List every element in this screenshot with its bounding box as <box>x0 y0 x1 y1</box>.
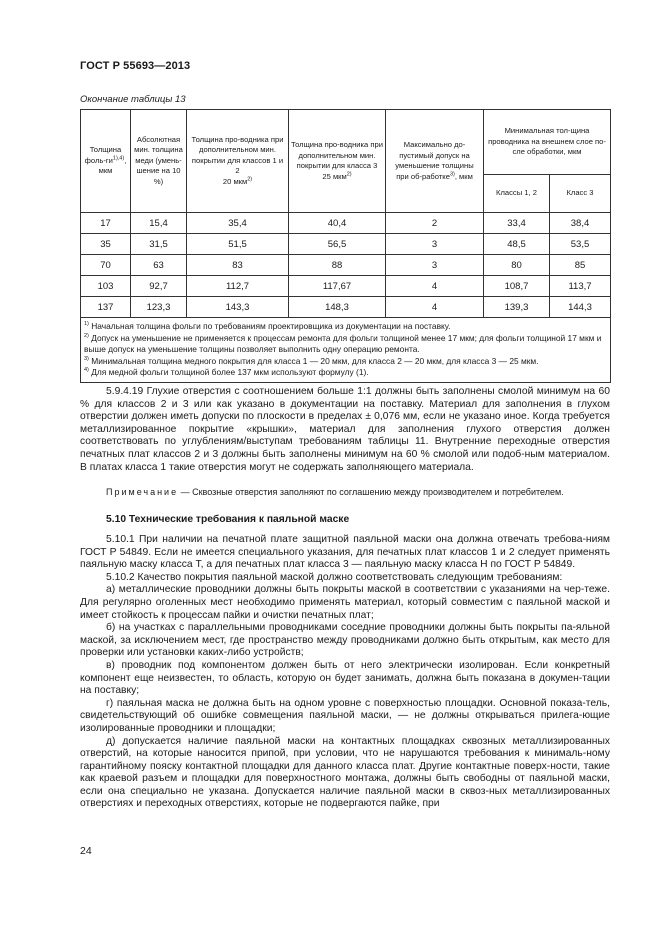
table-cell: 85 <box>550 255 611 276</box>
footnote-4-mark: 4) <box>84 367 89 374</box>
table-cell: 3 <box>386 234 484 255</box>
table-cell: 143,3 <box>187 297 289 318</box>
table-cell: 56,5 <box>289 234 386 255</box>
table-cell: 103 <box>81 276 131 297</box>
table-cell: 31,5 <box>131 234 187 255</box>
table-cell: 80 <box>484 255 550 276</box>
header-class3-value: 25 мкм <box>322 171 347 181</box>
list-item-v: в) проводник под компонентом должен быть от него электрически изолирован. Если конкретный компонент еще неизвестен, то область, которую он будет занимать, должна быть показана в докумен-тации на поставку; <box>80 659 610 697</box>
table-cell: 40,4 <box>289 213 386 234</box>
paragraph-5-10-1: 5.10.1 При наличии на печатной плате защитной паяльной маски она должна отвечать требова-ниям ГОСТ Р 54849. Если не имеется специального указания, для печатных плат классов 1 и 2 следует применять паяльную маску класса Т, а для печатных плат класса 3 — паяльную маску класса Н по ГОСТ Р 54849. <box>80 534 610 571</box>
table-cell: 2 <box>386 213 484 234</box>
table-cell: 38,4 <box>550 213 611 234</box>
list-item-a: а) металлические проводники должны быть покрыты маской в соответствии с указаниями на чер-теже. Для регулярно оголенных мест необходимо применять материал, который совместим с паяльной маской и имеет стойкость к процессам пайки и очистки печатных плат; <box>80 584 610 621</box>
header-class12-text: Толщина про-водника при дополнительном мин. покрытии для классов 1 и 2 <box>191 134 284 176</box>
header-foil-unit: , мкм <box>98 155 127 176</box>
table-cell: 35 <box>81 234 131 255</box>
header-max-tolerance <box>386 110 484 213</box>
header-foil-text: Толщина фоль-ги <box>84 145 122 165</box>
page-number: 24 <box>80 845 92 857</box>
table-row <box>81 234 611 255</box>
header-max-tol-footnote: 3) <box>449 170 455 177</box>
header-classes12: Классы 1, 2 <box>484 175 550 213</box>
table-cell: 88 <box>289 255 386 276</box>
table-cell: 53,5 <box>550 234 611 255</box>
table-footnotes-row <box>81 318 611 383</box>
table-cell: 123,3 <box>131 297 187 318</box>
table-cell: 83 <box>187 255 289 276</box>
list-item-d: д) допускается наличие паяльной маски на контактных площадках сквозных металлизированных отверстий, на которые наносится припой, при условии, что не нарушаются требования к минималь-ному гарантийному пояску контактной площадки для данного класса плат. Другие контактные поверх-ности, такие как краевой разъем и площадки для поверхностного монтажа, должны быть свободны от паяльной маски, если она специально не указана. Допускается наличие паяльной маски в сквоз-ных металлизированных отверстиях и переходных отверстиях, которые не подвергаются пайке, при <box>80 735 610 810</box>
header-class3-text: Толщина про-водника при дополнительном мин. покрытии для класса 3 <box>291 140 383 170</box>
table-row <box>81 297 611 318</box>
header-class12 <box>187 110 289 213</box>
footnote-2-mark: 2) <box>84 332 89 339</box>
header-class12-value: 20 мкм <box>222 176 248 186</box>
footnote-3-text: Минимальная толщина медного покрытия для класса 1 — 20 мкм, для класса 2 — 20 мкм, для класса 3 — 25 мкм. <box>88 355 539 366</box>
paragraph-5-10-2: 5.10.2 Качество покрытия паяльной маской должно соответствовать следующим требованиям: <box>106 571 563 583</box>
header-min-outer: Минимальная тол-щина проводника на внешнем слое по-сле обработки, мкм <box>484 110 611 175</box>
table-cell: 4 <box>386 297 484 318</box>
note <box>80 486 610 498</box>
footnote-4 <box>84 367 607 379</box>
header-foil-thickness <box>81 110 131 213</box>
header-class3-footnote: 2) <box>346 170 352 177</box>
footnote-2 <box>84 333 607 356</box>
footnote-1-text: Начальная толщина фольги по требованиям проектировщика из документации на поставку. <box>88 321 451 331</box>
table-cell: 144,3 <box>550 297 611 318</box>
table-row <box>81 255 611 276</box>
table-cell: 4 <box>386 276 484 297</box>
table-caption: Окончание таблицы 13 <box>80 94 186 105</box>
header-class3-sub: Класс 3 <box>550 175 611 213</box>
header-max-tol-unit: , мкм <box>454 171 473 181</box>
table-cell: 17 <box>81 213 131 234</box>
table-cell: 108,7 <box>484 276 550 297</box>
table-cell: 63 <box>131 255 187 276</box>
table-row <box>81 213 611 234</box>
table-cell: 3 <box>386 255 484 276</box>
note-text: — Сквозные отверстия заполняют по соглашению между производителем и потребителем. <box>178 487 564 497</box>
table-cell: 70 <box>81 255 131 276</box>
footnote-4-text: Для медной фольги толщиной более 137 мкм используют формулу (1). <box>88 367 369 377</box>
header-max-tol-text: Максимально до-пустимый допуск на уменьшение толщины при об-работке <box>395 140 474 181</box>
footnote-3-mark: 3) <box>84 355 89 362</box>
table-cell: 139,3 <box>484 297 550 318</box>
header-foil-footnote: 1),4) <box>112 155 125 162</box>
table-cell: 48,5 <box>484 234 550 255</box>
document-header: ГОСТ Р 55693—2013 <box>80 60 191 72</box>
footnote-1 <box>84 321 607 333</box>
table-cell: 92,7 <box>131 276 187 297</box>
table-cell: 15,4 <box>131 213 187 234</box>
table-cell: 112,7 <box>187 276 289 297</box>
table-cell: 51,5 <box>187 234 289 255</box>
table-row <box>81 276 611 297</box>
note-label: Примечание <box>106 487 179 497</box>
list-item-g: г) паяльная маска не должна быть на одном уровне с поверхностью площадки. Основной показа-тель, свидетельствующий об ошибке совмещения паяльной маски, — не должны открываться прилега-ющие изолированные проводники и площадки; <box>80 697 610 734</box>
table-cell: 137 <box>81 297 131 318</box>
data-table-container <box>80 109 610 383</box>
list-item-b: б) на участках с параллельными проводниками соседние проводники должны быть покрыты па-яльной маской, за исключением мест, где пространство между проводниками должно быть открытым, как место для проверки или установки каких-либо устройств; <box>80 622 610 659</box>
header-class3 <box>289 110 386 213</box>
table-cell: 148,3 <box>289 297 386 318</box>
table-footnotes <box>81 318 611 383</box>
table-cell: 33,4 <box>484 213 550 234</box>
footnote-1-mark: 1) <box>84 321 89 328</box>
header-class12-footnote: 2) <box>247 176 253 183</box>
paragraph-text: 5.9.4.19 Глухие отверстия с соотношением больше 1:1 должны быть заполнены смолой минимум на 60 % для классов 2 и 3 или как указано в документации на поставку. Материал для заполнения в глухом отверстии должен иметь допуски по плоскости в пределах ± 0,076 мм, если не указано иное. Когда требуется металлизированное покрытие «крышки», материал для заполнения глухого отверстия должен соответствовать по углублениям/выступам требованиям таблицы 11. Внутренние переходные отверстия печатных плат классов 2 и 3 должны быть заполнены минимум на 60 % смолой или подоб-ным материалом. В платах класса 1 такие отверстия могут не содержать заполняющего материала. <box>80 386 610 473</box>
foil-thickness-table <box>80 109 611 383</box>
table-cell: 117,67 <box>289 276 386 297</box>
paragraph-5-9-4-19 <box>80 386 610 474</box>
table-cell: 35,4 <box>187 213 289 234</box>
footnote-3 <box>84 356 607 368</box>
section-title: 5.10 Технические требования к паяльной маске <box>106 514 350 525</box>
footnote-2-text: Допуск на уменьшение не применяется к процессам ремонта для фольги толщиной менее 17 мкм; для фольги толщиной 17 мкм и выше допуск на уменьшение толщины позволяет выполнить одну операцию ремонта. <box>84 332 602 354</box>
section-5-10-body <box>80 534 610 811</box>
header-abs-min: Абсолютная мин. толщина меди (умень-шение на 10 %) <box>131 110 187 213</box>
table-cell: 113,7 <box>550 276 611 297</box>
